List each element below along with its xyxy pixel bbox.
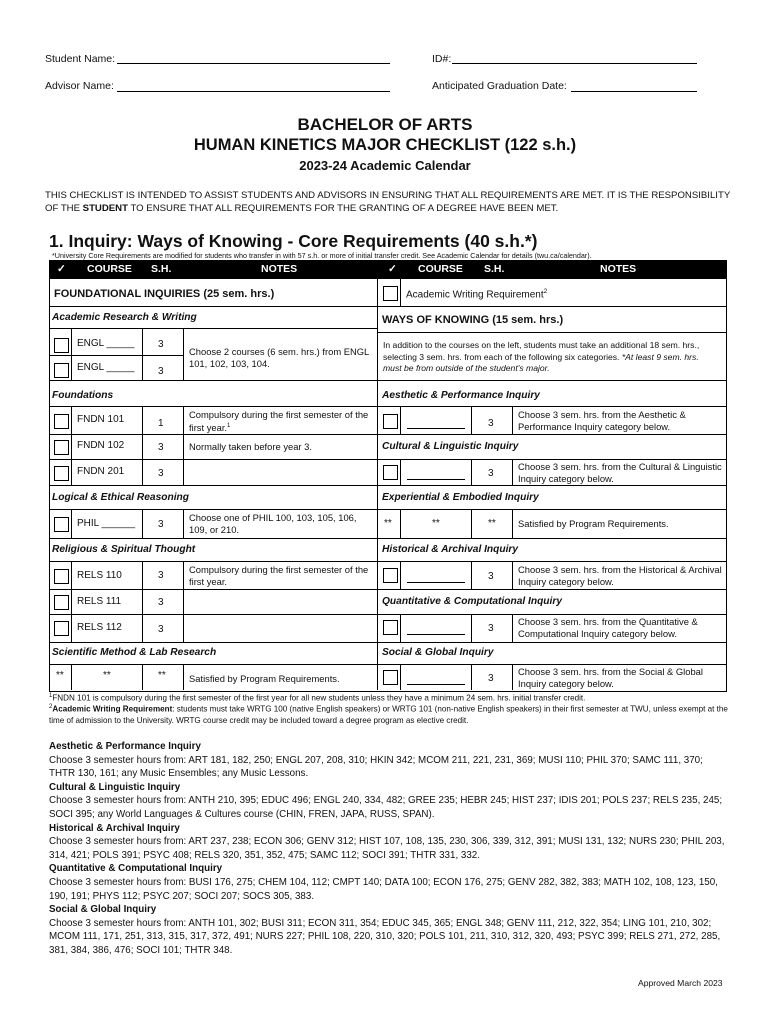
section-note: *University Core Requirements are modified for students who transfer in with 57 s.h. or more of initial transfer credit. See Academic Calendar for details (twu.ca/calendar). bbox=[52, 251, 592, 260]
divider bbox=[71, 509, 72, 538]
divider bbox=[400, 664, 401, 690]
category-lists bbox=[49, 740, 729, 958]
aesthetic-course-field[interactable] bbox=[407, 427, 465, 429]
wok-note: In addition to the courses on the left, students must take an additional 18 sem. hrs., selecting 3 sem. hrs. from each of the following six categories. *At least 9 sem. hrs. must be from outside of the student's major. bbox=[383, 340, 700, 373]
fndn102-sh: 3 bbox=[158, 442, 164, 453]
divider bbox=[71, 561, 72, 642]
engl-1-sh: 3 bbox=[158, 339, 164, 350]
divider bbox=[400, 279, 401, 306]
cultural-note: Choose 3 sem. hrs. from the Cultural & Linguistic Inquiry category below. bbox=[518, 461, 722, 484]
footnote-1: $^1$FNDN 101 is compulsory during the first semester of the first year for all new students unless they have a minimum 24 sem. hrs. initial transfer credit. bbox=[49, 693, 586, 703]
divider bbox=[471, 614, 472, 642]
phil-course: PHIL ______ bbox=[77, 518, 136, 529]
divider bbox=[377, 664, 726, 665]
divider bbox=[142, 509, 143, 538]
sci-check-marker: ** bbox=[56, 670, 64, 681]
social-checkbox[interactable] bbox=[383, 670, 398, 685]
divider bbox=[49, 306, 377, 307]
aesthetic-checkbox[interactable] bbox=[383, 414, 398, 429]
cultural-sh: 3 bbox=[488, 468, 494, 479]
list-item: Historical & Archival Inquiry Choose 3 semester hours from: ART 237, 238; ECON 306; GENV 312; HIST 107, 108, 135, 230, 306, 339, 312, 391; MUSI 131, 132; NURS 230; PHIL 203, 314, 421; POLS 391; PSYC 408; RELS 320, 351, 352, 475; SAMC 112; SOCI 391; THTR 331, 332. bbox=[49, 822, 725, 861]
fndn101-checkbox[interactable] bbox=[54, 414, 69, 429]
divider bbox=[377, 485, 726, 486]
advisor-name-field[interactable] bbox=[117, 80, 390, 92]
divider bbox=[183, 509, 184, 538]
exp-sh-marker: ** bbox=[488, 518, 496, 529]
list-item: Quantitative & Computational Inquiry Choose 3 semester hours from: BUSI 176, 275; CHEM 104, 112; CMPT 140; DATA 100; ECON 176, 275; GENV 282, 382, 383; MATH 102, 108, 123, 150, 190, 191; PHYS 112; PSYC 207; SOCI 207; SOCS 305, 383. bbox=[49, 863, 718, 902]
list-item: Social & Global Inquiry Choose 3 semester hours from: ANTH 101, 302; BUSI 311; ECON 311, 354; EDUC 345, 365; ENGL 348; GENV 111, 212, 322, 354; LING 101, 210, 302; MCOM 111, 171, 251, 313, 315, 317, 372, 491; NURS 227; PHIL 108, 220, 310, 320; POLS 101, 211, 310, 312, 320, 493; PSYC 399; RELS 271, 272, 285, 381, 384, 386, 476; SOCI 101; THTR 348. bbox=[49, 904, 721, 956]
divider bbox=[377, 642, 726, 643]
cultural-course-field[interactable] bbox=[407, 478, 465, 480]
quantitative-sh: 3 bbox=[488, 623, 494, 634]
divider bbox=[512, 664, 513, 690]
divider bbox=[512, 459, 513, 485]
divider bbox=[377, 434, 726, 435]
historical-note: Choose 3 sem. hrs. from the Historical & Archival Inquiry category below. bbox=[518, 564, 722, 587]
rels111-checkbox[interactable] bbox=[54, 595, 69, 610]
student-name-label: Student Name: bbox=[45, 53, 116, 65]
rels111-sh: 3 bbox=[158, 597, 164, 608]
id-field[interactable] bbox=[452, 52, 697, 64]
divider bbox=[49, 561, 377, 562]
foundations-heading: Foundations bbox=[52, 390, 114, 401]
advisor-name-label: Advisor Name: bbox=[45, 80, 114, 92]
divider bbox=[512, 406, 513, 434]
fndn101-note: Compulsory during the first semester of the first year.$^1$ bbox=[189, 409, 369, 433]
foundational-heading: FOUNDATIONAL INQUIRIES (25 sem. hrs.) bbox=[54, 288, 275, 300]
fndn101-course: FNDN 101 bbox=[77, 414, 125, 425]
divider bbox=[377, 380, 726, 381]
divider bbox=[142, 561, 143, 642]
col-course: COURSE bbox=[418, 263, 463, 275]
divider bbox=[49, 328, 377, 329]
id-label: ID#: bbox=[432, 53, 452, 65]
rels112-checkbox[interactable] bbox=[54, 621, 69, 636]
divider bbox=[49, 459, 377, 460]
divider bbox=[71, 328, 72, 380]
divider bbox=[471, 664, 472, 690]
social-heading: Social & Global Inquiry bbox=[382, 647, 494, 658]
fndn102-course: FNDN 102 bbox=[77, 440, 125, 451]
divider bbox=[471, 561, 472, 589]
divider bbox=[377, 332, 726, 333]
rels111-course: RELS 111 bbox=[77, 596, 122, 607]
table-header-right bbox=[378, 260, 726, 279]
divider bbox=[377, 561, 726, 562]
col-course: COURSE bbox=[87, 263, 132, 275]
quantitative-heading: Quantitative & Computational Inquiry bbox=[382, 596, 562, 607]
wok-heading: WAYS OF KNOWING (15 sem. hrs.) bbox=[382, 314, 564, 326]
col-sh: S.H. bbox=[484, 263, 505, 275]
cultural-checkbox[interactable] bbox=[383, 465, 398, 480]
phil-checkbox[interactable] bbox=[54, 517, 69, 532]
divider bbox=[377, 614, 726, 615]
aesthetic-sh: 3 bbox=[488, 418, 494, 429]
logical-heading: Logical & Ethical Reasoning bbox=[52, 492, 189, 503]
divider bbox=[49, 664, 377, 665]
fndn102-note: Normally taken before year 3. bbox=[189, 441, 312, 452]
divider bbox=[400, 561, 401, 589]
grad-date-field[interactable] bbox=[571, 80, 697, 92]
divider bbox=[377, 406, 726, 407]
divider bbox=[49, 406, 377, 407]
historical-heading: Historical & Archival Inquiry bbox=[382, 544, 519, 555]
awr-label: Academic Writing Requirement$^2$ bbox=[406, 288, 548, 301]
exp-note: Satisfied by Program Requirements. bbox=[518, 518, 669, 529]
divider bbox=[49, 538, 377, 539]
approved-date: Approved March 2023 bbox=[638, 978, 723, 988]
divider bbox=[512, 509, 513, 538]
divider bbox=[49, 642, 377, 643]
quantitative-course-field[interactable] bbox=[407, 633, 465, 635]
divider bbox=[400, 406, 401, 434]
divider bbox=[142, 406, 143, 485]
title-degree: BACHELOR OF ARTS bbox=[297, 115, 473, 134]
divider bbox=[142, 664, 143, 690]
divider bbox=[377, 459, 726, 460]
list-item: Cultural & Linguistic Inquiry Choose 3 semester hours from: ANTH 210, 395; EDUC 496; ENGL 240, 334, 482; GREE 235; HEBR 245; HIST 237; IDIS 201; POLS 237; RELS 235, 245; SOCI 395; any World Languages & Cultures course (CHIN, FREN, JAPA, RUSS, SPAN). bbox=[49, 781, 723, 820]
fndn101-sh: 1 bbox=[158, 418, 164, 429]
divider bbox=[377, 509, 726, 510]
exp-course-marker: ** bbox=[432, 518, 440, 529]
divider bbox=[49, 614, 377, 615]
rels110-checkbox[interactable] bbox=[54, 569, 69, 584]
aesthetic-heading: Aesthetic & Performance Inquiry bbox=[382, 390, 540, 401]
divider bbox=[471, 509, 472, 538]
divider bbox=[471, 406, 472, 434]
section-title: 1. Inquiry: Ways of Knowing - Core Requirements (40 s.h.*) bbox=[49, 231, 538, 251]
rels112-sh: 3 bbox=[158, 624, 164, 635]
divider bbox=[183, 406, 184, 485]
divider bbox=[512, 561, 513, 589]
student-name-field[interactable] bbox=[117, 52, 390, 64]
engl-2-sh: 3 bbox=[158, 366, 164, 377]
social-sh: 3 bbox=[488, 673, 494, 684]
divider bbox=[49, 434, 377, 435]
engl-2-course: ENGL _____ bbox=[77, 362, 135, 373]
rels110-note: Compulsory during the first semester of the first year. bbox=[189, 564, 369, 587]
sci-course-marker: ** bbox=[103, 670, 111, 681]
divider bbox=[142, 328, 143, 380]
scientific-heading: Scientific Method & Lab Research bbox=[52, 647, 217, 658]
divider bbox=[71, 406, 72, 485]
historical-course-field[interactable] bbox=[407, 581, 465, 583]
divider bbox=[377, 538, 726, 539]
historical-sh: 3 bbox=[488, 571, 494, 582]
col-sh: S.H. bbox=[151, 263, 172, 275]
divider bbox=[49, 589, 377, 590]
divider bbox=[400, 459, 401, 485]
check-icon: ✓ bbox=[57, 263, 66, 275]
phil-sh: 3 bbox=[158, 519, 164, 530]
divider bbox=[183, 664, 184, 690]
divider bbox=[49, 355, 184, 356]
awr-checkbox[interactable] bbox=[383, 286, 398, 301]
fndn201-course: FNDN 201 bbox=[77, 466, 125, 477]
quantitative-note: Choose 3 sem. hrs. from the Quantitative & Computational Inquiry category below. bbox=[518, 616, 698, 639]
rels110-course: RELS 110 bbox=[77, 570, 122, 581]
divider bbox=[512, 614, 513, 642]
divider bbox=[71, 664, 72, 690]
divider bbox=[471, 459, 472, 485]
divider bbox=[377, 306, 726, 307]
engl-1-course: ENGL _____ bbox=[77, 338, 135, 349]
divider bbox=[49, 380, 377, 381]
divider bbox=[377, 589, 726, 590]
col-notes: NOTES bbox=[261, 263, 298, 275]
fndn201-checkbox[interactable] bbox=[54, 466, 69, 481]
intro-text: THIS CHECKLIST IS INTENDED TO ASSIST STUDENTS AND ADVISORS IN ENSURING THAT ALL REQUIREMENTS ARE MET. IT IS THE RESPONSIBILITY OF THE STUDENT TO ENSURE THAT ALL REQUIREMENTS FOR THE GRANTING OF A DEGREE HAVE BEEN MET. bbox=[45, 190, 731, 214]
phil-note: Choose one of PHIL 100, 103, 105, 106, 109, or 210. bbox=[189, 512, 357, 535]
academic-research-heading: Academic Research & Writing bbox=[52, 312, 197, 323]
sci-note: Satisfied by Program Requirements. bbox=[189, 673, 340, 684]
religious-heading: Religious & Spiritual Thought bbox=[52, 544, 196, 555]
historical-checkbox[interactable] bbox=[383, 568, 398, 583]
footnote-2: $^2$Academic Writing Requirement: students must take WRTG 100 (native English speakers) or WRTG 101 (non-native English speakers) in their first semester at TWU, unless exempt at the time of admission to the University. WRTG course credit may be included toward a degree program as elective credit. bbox=[49, 704, 728, 725]
list-item: Aesthetic & Performance Inquiry Choose 3 semester hours from: ART 181, 182, 250; ENGL 207, 208, 310; HKIN 342; MCOM 211, 221, 231, 369; MUSI 110; PHIL 370; SAMC 111, 370; THTR 130, 161; any Music Ensembles; any Music Lessons. bbox=[49, 741, 703, 780]
quantitative-checkbox[interactable] bbox=[383, 620, 398, 635]
fndn201-sh: 3 bbox=[158, 468, 164, 479]
rels110-sh: 3 bbox=[158, 570, 164, 581]
grad-date-label: Anticipated Graduation Date: bbox=[432, 80, 567, 92]
divider bbox=[183, 561, 184, 642]
divider bbox=[183, 328, 184, 380]
col-notes: NOTES bbox=[600, 263, 637, 275]
sci-sh-marker: ** bbox=[158, 670, 166, 681]
social-note: Choose 3 sem. hrs. from the Social & Global Inquiry category below. bbox=[518, 666, 703, 689]
divider bbox=[49, 485, 377, 486]
engl-note: Choose 2 courses (6 sem. hrs.) from ENGL 101, 102, 103, 104. bbox=[189, 346, 369, 369]
divider bbox=[400, 614, 401, 642]
title-checklist: HUMAN KINETICS MAJOR CHECKLIST (122 s.h.) bbox=[193, 136, 577, 154]
cultural-heading: Cultural & Linguistic Inquiry bbox=[382, 441, 519, 452]
divider bbox=[49, 509, 377, 510]
engl-2-checkbox[interactable] bbox=[54, 363, 69, 378]
social-course-field[interactable] bbox=[407, 683, 465, 685]
engl-1-checkbox[interactable] bbox=[54, 338, 69, 353]
experiential-heading: Experiential & Embodied Inquiry bbox=[382, 492, 539, 503]
check-icon: ✓ bbox=[388, 263, 397, 275]
table-header-left bbox=[49, 260, 378, 279]
aesthetic-note: Choose 3 sem. hrs. from the Aesthetic & Performance Inquiry category below. bbox=[518, 409, 686, 432]
fndn102-checkbox[interactable] bbox=[54, 440, 69, 455]
rels112-course: RELS 112 bbox=[77, 622, 122, 633]
divider bbox=[400, 509, 401, 538]
exp-check-marker: ** bbox=[384, 518, 392, 529]
title-calendar: 2023-24 Academic Calendar bbox=[299, 158, 471, 173]
